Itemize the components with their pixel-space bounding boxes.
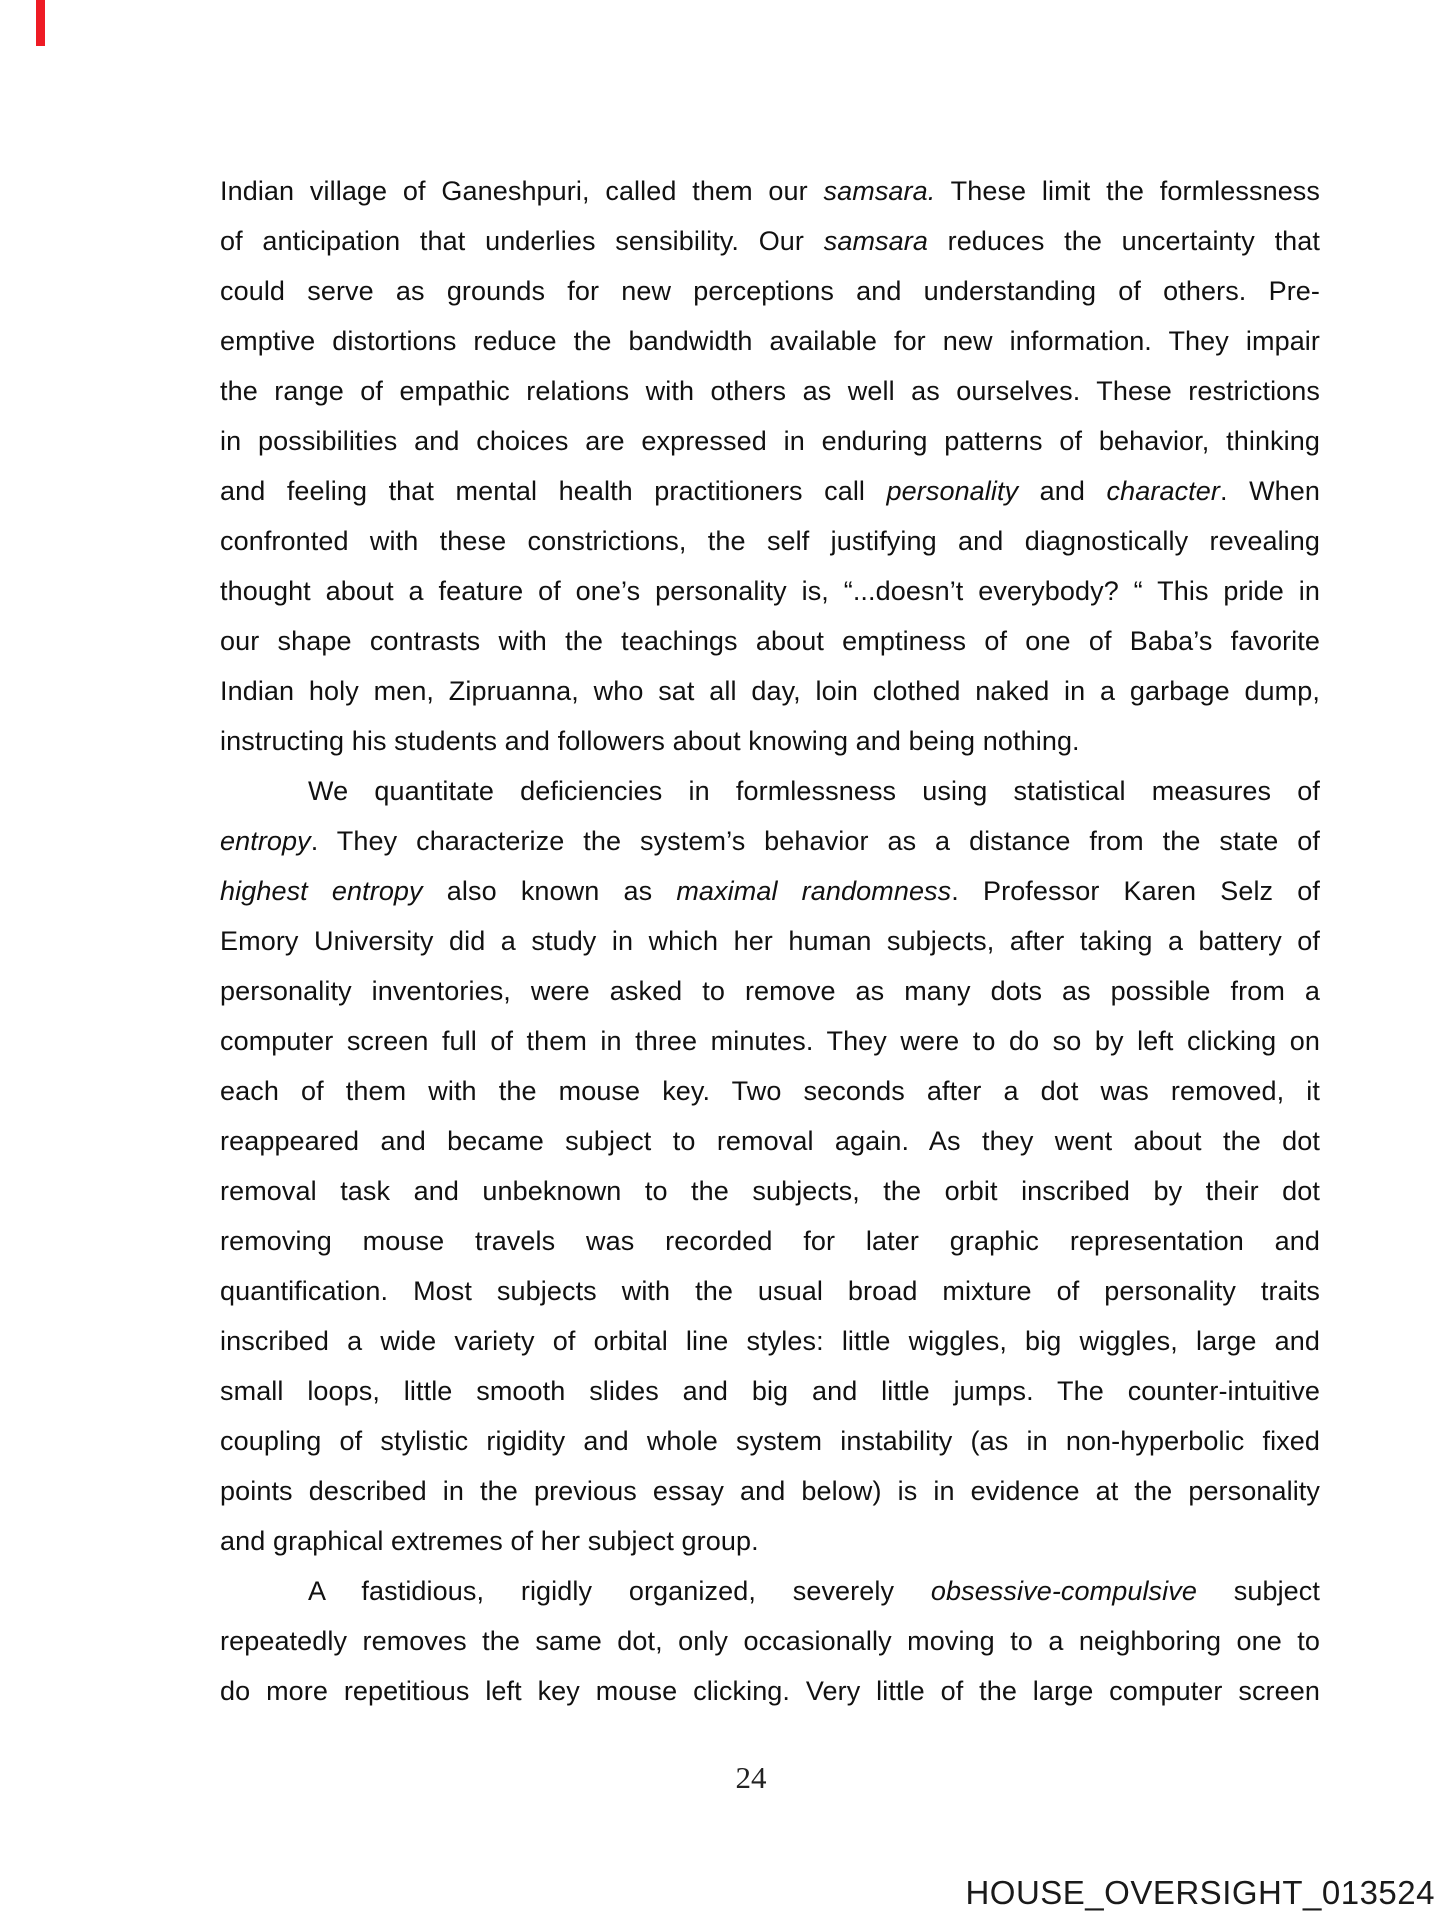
bates-stamp: HOUSE_OVERSIGHT_013524 (965, 1874, 1435, 1911)
text-line: inscribed a wide variety of orbital line styles: little wiggles, big wiggles, large and (220, 1326, 1320, 1356)
text-line: points described in the previous essay and below) is in evidence at the personality (220, 1476, 1320, 1506)
text-line: in possibilities and choices are expressed in enduring patterns of behavior, thinking (220, 426, 1320, 456)
red-pen-mark (36, 0, 45, 46)
text-line: A fastidious, rigidly organized, severely obsessive-compulsive subject (308, 1576, 1321, 1606)
text-line: reappeared and became subject to removal again. As they went about the dot (220, 1126, 1320, 1156)
text-line: confronted with these constrictions, the self justifying and diagnostically revealing (220, 526, 1320, 556)
text-line: entropy. They characterize the system’s behavior as a distance from the state of (220, 826, 1320, 856)
text-line: and feeling that mental health practitioners call personality and character. When (220, 476, 1321, 506)
text-line: do more repetitious left key mouse clicking. Very little of the large computer screen (220, 1676, 1320, 1706)
text-line: small loops, little smooth slides and big and little jumps. The counter-intuitive (220, 1376, 1320, 1406)
text-line: Indian holy men, Zipruanna, who sat all day, loin clothed naked in a garbage dump, (220, 676, 1320, 706)
page-number: 24 (735, 1760, 767, 1795)
text-line: quantification. Most subjects with the usual broad mixture of personality traits (220, 1276, 1320, 1306)
text-line: our shape contrasts with the teachings about emptiness of one of Baba’s favorite (220, 626, 1320, 656)
text-line: and graphical extremes of her subject group. (220, 1526, 759, 1556)
text-line: the range of empathic relations with others as well as ourselves. These restrictions (220, 376, 1320, 406)
text-line: Indian village of Ganeshpuri, called them our samsara. These limit the formlessness (220, 176, 1321, 206)
paragraph (220, 766, 1320, 1566)
text-line: highest entropy also known as maximal randomness. Professor Karen Selz of (220, 876, 1320, 906)
text-line: instructing his students and followers about knowing and being nothing. (220, 726, 1080, 756)
text-line: removal task and unbeknown to the subjects, the orbit inscribed by their dot (220, 1176, 1320, 1206)
text-line: Emory University did a study in which her human subjects, after taking a battery of (220, 926, 1320, 956)
text-line: coupling of stylistic rigidity and whole system instability (as in non-hyperbolic fixed (220, 1426, 1320, 1456)
text-line: personality inventories, were asked to remove as many dots as possible from a (220, 976, 1320, 1006)
text-line: each of them with the mouse key. Two seconds after a dot was removed, it (220, 1076, 1320, 1106)
text-line: repeatedly removes the same dot, only occasionally moving to a neighboring one to (220, 1626, 1320, 1656)
document-body (220, 166, 1320, 1716)
paragraph (220, 1566, 1320, 1716)
text-line: could serve as grounds for new perceptions and understanding of others. Pre- (220, 276, 1320, 306)
paragraph (220, 166, 1320, 766)
text-line: of anticipation that underlies sensibility. Our samsara reduces the uncertainty that (220, 226, 1321, 256)
text-line: removing mouse travels was recorded for later graphic representation and (220, 1226, 1320, 1256)
text-line: emptive distortions reduce the bandwidth available for new information. They impair (220, 326, 1320, 356)
text-line: computer screen full of them in three minutes. They were to do so by left clicking on (220, 1026, 1320, 1056)
text-line: We quantitate deficiencies in formlessness using statistical measures of (308, 776, 1320, 806)
text-line: thought about a feature of one’s personality is, “...doesn’t everybody? “ This pride in (220, 576, 1320, 606)
